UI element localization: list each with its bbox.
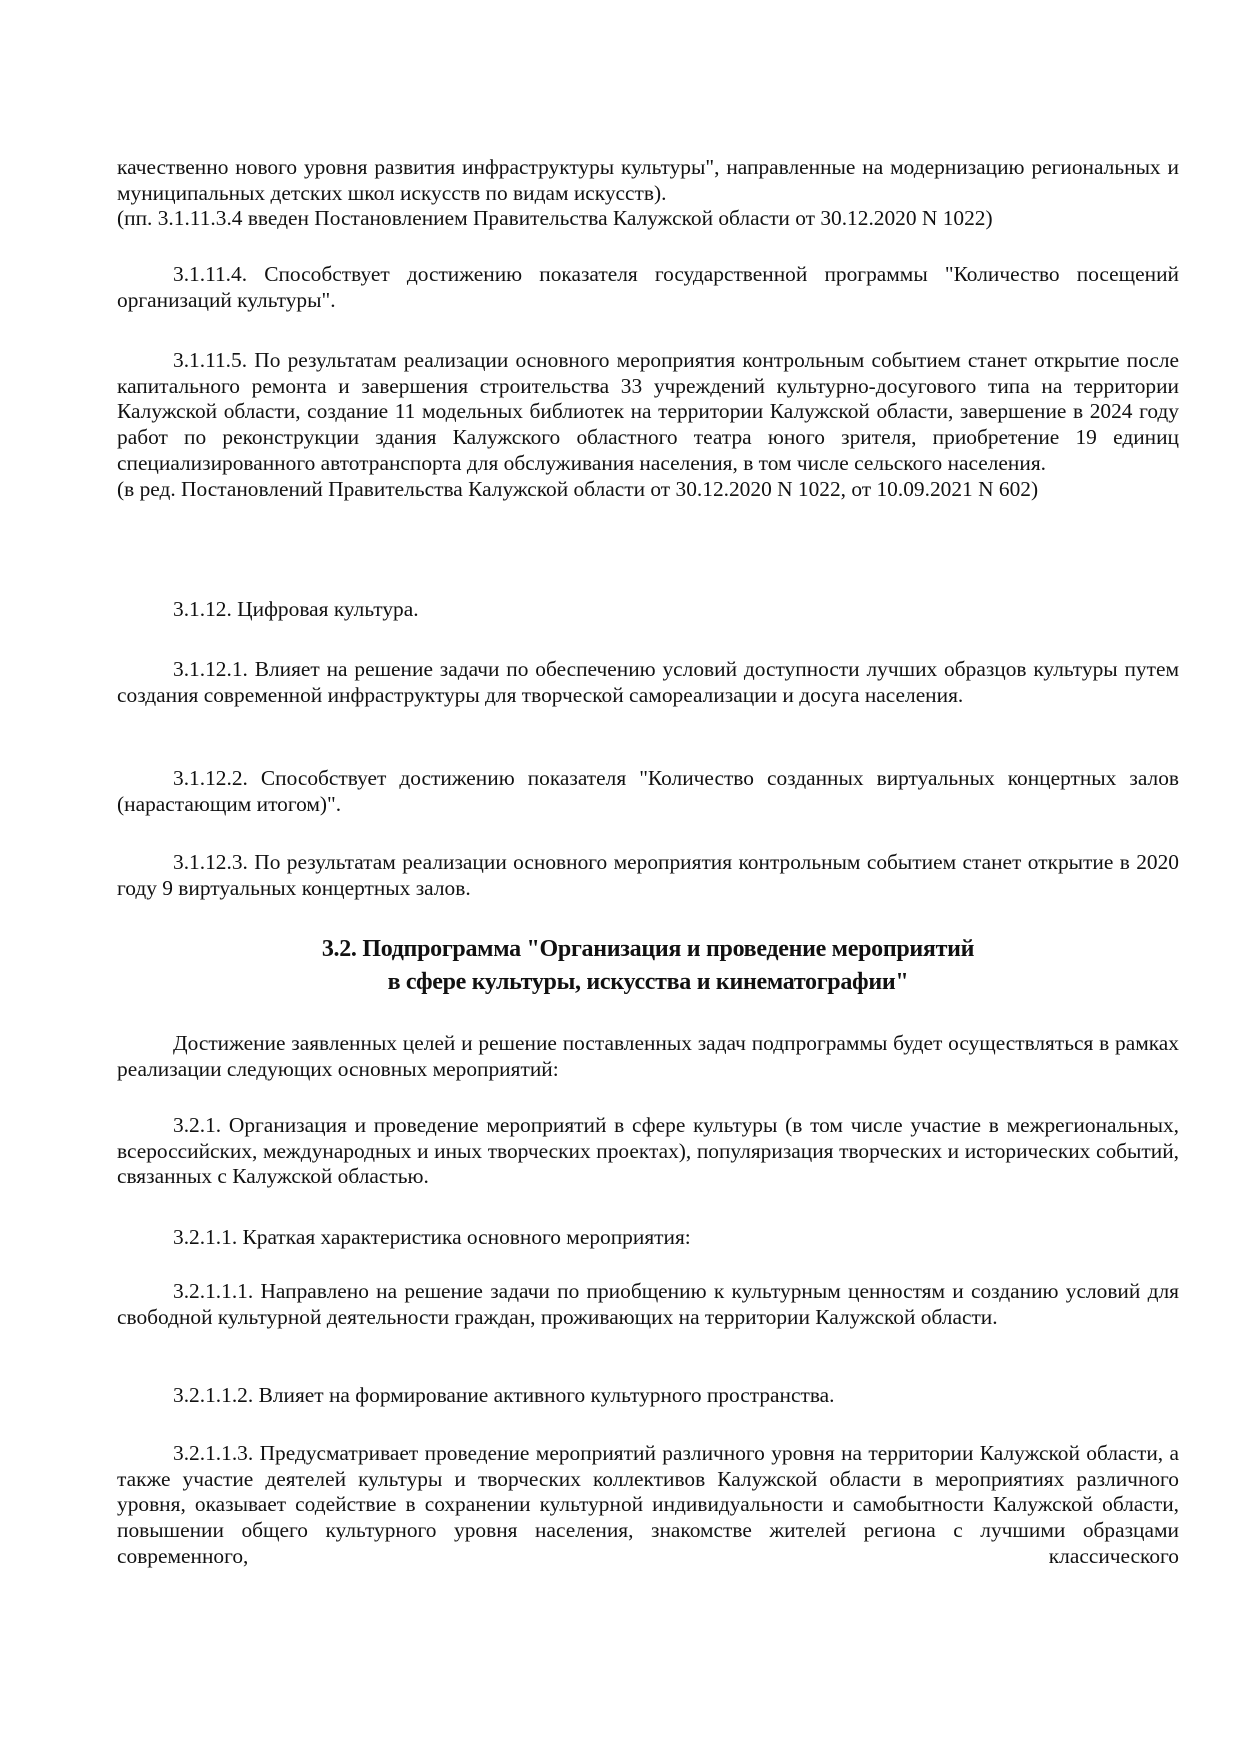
paragraph-3-1-12 [117, 597, 1179, 623]
paragraph-text: 3.1.11.5. По результатам реализации основного мероприятия контрольным событием станет открытие после капитального ремонта и завершения строительства 33 учреждений культурно-досугового типа на территории Калужской области, создание 11 модельных библиотек на территории Калужской области, завершение в 2024 году работ по реконструкции здания Калужского областного театра юного зрителя, приобретение 19 единиц специализированного автотранспорта для обслуживания населения, в том числе сельского населения. [117, 348, 1179, 475]
paragraph-3-2-1 [117, 1113, 1179, 1190]
paragraph-3-1-12-1 [117, 657, 1179, 708]
paragraph-text: 3.2.1.1.2. Влияет на формирование активного культурного пространства. [173, 1383, 835, 1407]
paragraph-3-1-11-4 [117, 262, 1179, 313]
amendment-note: (в ред. Постановлений Правительства Калужской области от 30.12.2020 N 1022, от 10.09.2021 N 602) [117, 476, 1039, 501]
paragraph-text: 3.1.11.4. Способствует достижению показателя государственной программы "Количество посещений организаций культуры". [117, 262, 1179, 312]
paragraph-text: Достижение заявленных целей и решение поставленных задач подпрограммы будет осуществляться в рамках реализации следующих основных мероприятий: [117, 1031, 1179, 1081]
heading-line-1: 3.2. Подпрограмма "Организация и проведение мероприятий [321, 936, 975, 962]
amendment-note: (пп. 3.1.11.3.4 введен Постановлением Правительства Калужской области от 30.12.2020 N 1022) [117, 206, 993, 231]
paragraph-3-2-1-1 [117, 1225, 1179, 1251]
paragraph-3-1-11-5 [117, 348, 1179, 502]
paragraph-text: 3.2.1. Организация и проведение мероприятий в сфере культуры (в том числе участие в межрегиональных, всероссийских, международных и иных творческих проектах), популяризация творческих и исторических событий, связанных с Калужской областью. [117, 1113, 1179, 1189]
paragraph-3-1-12-2 [117, 766, 1179, 817]
paragraph-text: 3.2.1.1.3. Предусматривает проведение мероприятий различного уровня на территории Калужской области, а также участие деятелей культуры и творческих коллективов Калужской области в мероприятиях различного уровня, оказывает содействие в сохранении культурной индивидуальности и самобытности Калужской области, повышении общего культурного уровня населения, знакомстве жителей региона с лучшими образцами современного, классического [117, 1441, 1179, 1568]
paragraph-text: 3.1.12. Цифровая культура. [173, 597, 419, 621]
paragraph-3-1-12-3 [117, 850, 1179, 901]
paragraph-continuation [117, 155, 1179, 232]
paragraph-text: 3.1.12.3. По результатам реализации основного мероприятия контрольным событием станет открытие в 2020 году 9 виртуальных концертных залов. [117, 850, 1179, 900]
paragraph-text: 3.1.12.1. Влияет на решение задачи по обеспечению условий доступности лучших образцов культуры путем создания современной инфраструктуры для творческой самореализации и досуга населения. [117, 657, 1179, 707]
section-heading [117, 933, 1179, 999]
paragraph-intro [117, 1031, 1179, 1082]
paragraph-3-2-1-1-2 [117, 1383, 1179, 1409]
paragraph-3-2-1-1-3 [117, 1441, 1179, 1570]
paragraph-text: 3.2.1.1.1. Направлено на решение задачи по приобщению к культурным ценностям и созданию условий для свободной культурной деятельности граждан, проживающих на территории Калужской области. [117, 1279, 1179, 1329]
paragraph-text: 3.2.1.1. Краткая характеристика основного мероприятия: [173, 1225, 691, 1249]
paragraph-text: качественно нового уровня развития инфраструктуры культуры", направленные на модернизацию региональных и муниципальных детских школ искусств по видам искусств). [117, 155, 1179, 205]
heading-line-2: в сфере культуры, искусства и кинематографии" [387, 969, 909, 995]
paragraph-3-2-1-1-1 [117, 1279, 1179, 1330]
paragraph-text: 3.1.12.2. Способствует достижению показателя "Количество созданных виртуальных концертных залов (нарастающим итогом)". [117, 766, 1179, 816]
